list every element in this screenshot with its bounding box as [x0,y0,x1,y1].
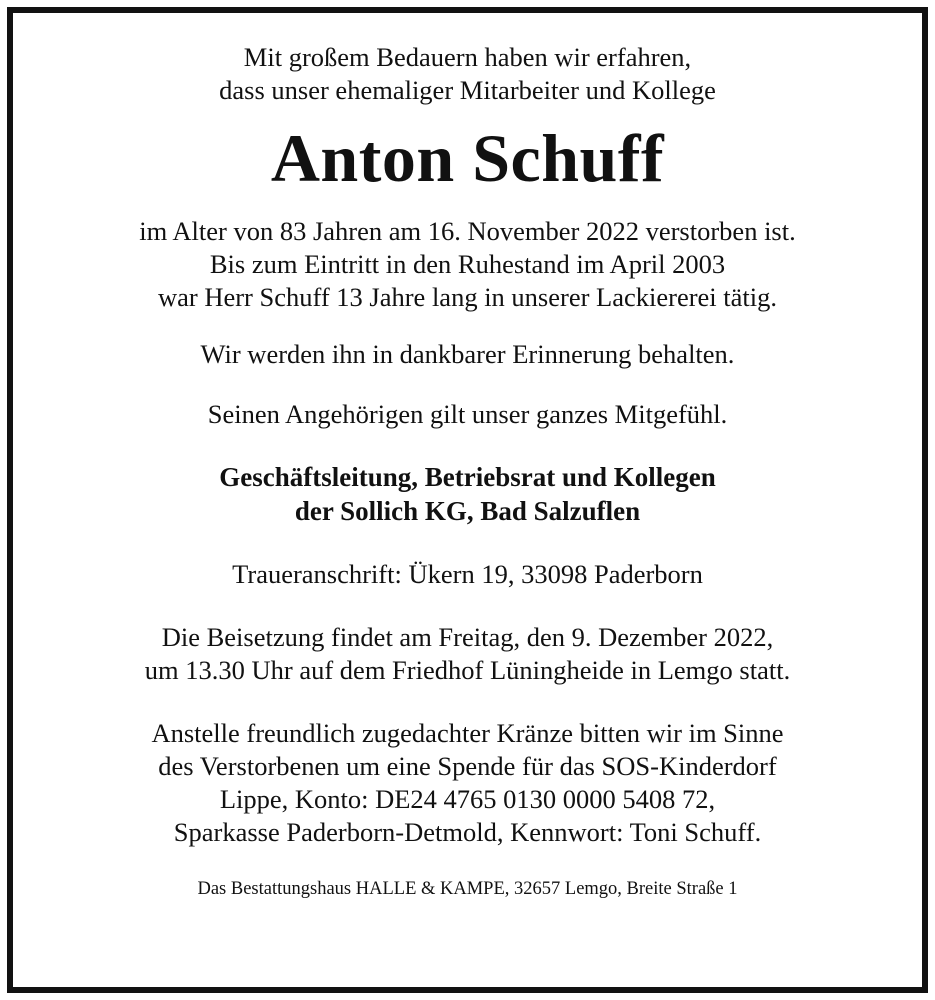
mourning-address [13,558,922,591]
signers [13,460,922,528]
funeral-info [13,621,922,687]
signers-line-2: der Sollich KG, Bad Salzuflen [294,496,641,526]
donation-line-4: Sparkasse Paderborn-Detmold, Kennwort: Toni Schuff. [173,817,762,847]
funeral-home-footer [13,877,922,901]
obituary-notice [13,13,922,901]
details-line-3: war Herr Schuff 13 Jahre lang in unserer Lackiererei tätig. [157,282,778,312]
details-text [13,215,922,314]
condolence-line: Seinen Angehörigen gilt unser ganzes Mitgefühl. [207,399,728,429]
details-line-2: Bis zum Eintritt in den Ruhestand im April 2003 [209,249,726,279]
funeral-home-line: Das Bestattungshaus HALLE & KAMPE, 32657 Lemgo, Breite Straße 1 [197,879,738,899]
deceased-name: Anton Schuff [270,120,665,196]
details-line-1: im Alter von 83 Jahren am 16. November 2022 verstorben ist. [139,216,796,246]
funeral-line-1: Die Beisetzung findet am Freitag, den 9. Dezember 2022, [161,622,774,652]
donation-line-2: des Verstorbenen um eine Spende für das SOS-Kinderdorf [158,751,777,781]
donation-line-1: Anstelle freundlich zugedachter Kränze bitten wir im Sinne [151,718,784,748]
remembrance-line: Wir werden ihn in dankbarer Erinnerung behalten. [200,339,735,369]
intro-text [13,13,922,107]
donation-line-3: Lippe, Konto: DE24 4765 0130 0000 5408 72, [219,784,716,814]
funeral-line-2: um 13.30 Uhr auf dem Friedhof Lüningheide in Lemgo statt. [144,655,791,685]
condolence-text [13,398,922,431]
intro-line-1: Mit großem Bedauern haben wir erfahren, [243,42,692,72]
mourning-address-line: Traueranschrift: Ükern 19, 33098 Paderborn [232,559,703,589]
donation-request [13,717,922,849]
intro-line-2: dass unser ehemaliger Mitarbeiter und Kollege [219,75,716,105]
remembrance-text [13,338,922,371]
signers-line-1: Geschäftsleitung, Betriebsrat und Kollegen [219,462,716,492]
